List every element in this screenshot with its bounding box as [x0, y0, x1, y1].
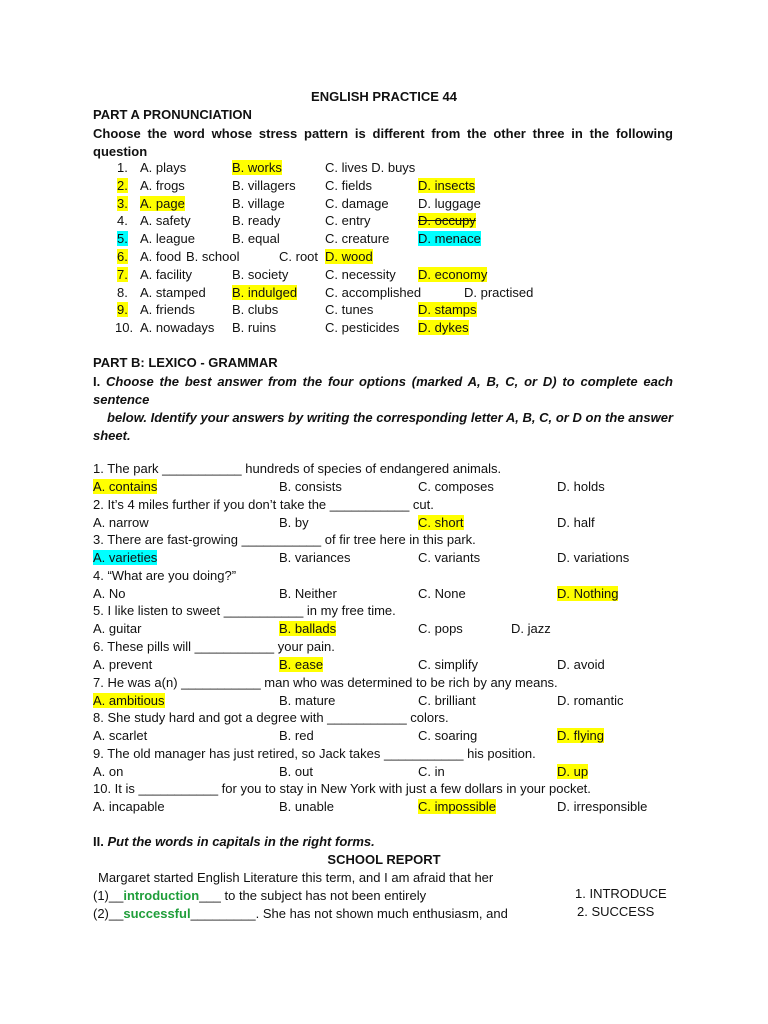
option-b: B. consists — [279, 479, 342, 494]
option-d: D. irresponsible — [557, 799, 648, 815]
option-c: C. variants — [418, 550, 481, 566]
option-d: D. menace — [418, 231, 481, 247]
option-a: A. page — [140, 195, 185, 211]
report-title: SCHOOL REPORT — [327, 852, 441, 867]
option-b: B. red — [279, 728, 314, 744]
answer-options — [0, 515, 768, 533]
answer-options — [0, 728, 768, 746]
answer-options — [0, 479, 768, 497]
answer-options — [0, 657, 768, 675]
option-c: C. soaring — [418, 728, 478, 744]
answer-options — [0, 764, 768, 782]
question-text: 6. These pills will ___________ your pain. — [93, 639, 335, 654]
option-c: C. pesticides — [325, 320, 400, 336]
question-text: 9. The old manager has just retired, so Jack takes ___________ his position. — [93, 745, 536, 761]
section-2-instruction-text: Put the words in capitals in the right forms. — [107, 834, 375, 849]
side-word-1: 1. INTRODUCE — [575, 886, 667, 901]
option-a: A. scarlet — [93, 728, 148, 744]
option-b: B. equal — [232, 231, 280, 247]
item-number: 7. — [117, 266, 128, 282]
option-d: D. insects — [418, 177, 476, 193]
option-b: B. Neither — [279, 585, 337, 601]
option-b: B. society — [232, 266, 289, 282]
item-number: 10. — [115, 320, 134, 336]
option-c: C. composes — [418, 479, 494, 494]
option-a: A. contains — [93, 479, 158, 494]
part-b-heading: PART B: LEXICO - GRAMMAR — [93, 355, 278, 370]
option-a: A. ambitious — [93, 692, 165, 708]
option-b: B. works — [232, 160, 282, 175]
question-text: 5. I like listen to sweet ___________ in my free time. — [93, 603, 396, 619]
pronunciation-item — [0, 160, 768, 178]
option-d: D. variations — [557, 550, 630, 566]
answer-2: successful — [123, 906, 191, 921]
option-c: C. in — [418, 763, 445, 779]
option-d: D. occupy — [418, 213, 476, 229]
pronunciation-item — [0, 196, 768, 214]
option-b: B. out — [279, 763, 313, 779]
pronunciation-item — [0, 231, 768, 249]
section-2-number: II. — [93, 834, 104, 849]
item-number: 9. — [117, 302, 128, 318]
option-d: D. avoid — [557, 657, 605, 672]
option-c: C. None — [418, 585, 466, 601]
question-text: 10. It is ___________ for you to stay in New York with just a few dollars in your pocket. — [93, 781, 591, 797]
option-b: B. ballads — [279, 621, 337, 637]
item-number: 6. — [117, 249, 128, 264]
option-d: D. practised — [464, 284, 534, 300]
option-a: A. stamped — [140, 284, 206, 300]
option-b: B. ready — [232, 213, 281, 229]
option-b: B. by — [279, 514, 309, 530]
option-d: D. half — [557, 514, 595, 530]
option-a: A. on — [93, 763, 124, 779]
report-line-1: Margaret started English Literature this term, and I am afraid that her — [98, 870, 494, 885]
option-b: B. variances — [279, 550, 351, 566]
option-a: A. plays — [140, 160, 187, 175]
item-number: 5. — [117, 231, 128, 247]
option-a: A. safety — [140, 213, 191, 229]
option-c: C. creature — [325, 231, 390, 247]
section-1-instruction-line2: below. Identify your answers by writing the corresponding letter A, B, C, or D on the answer sheet. — [93, 410, 673, 443]
option-c: C. brilliant — [418, 692, 476, 708]
option-c: C. tunes — [325, 302, 374, 318]
option-d: D. economy — [418, 266, 488, 282]
item-number: 4. — [117, 213, 128, 229]
question-text: 1. The park ___________ hundreds of species of endangered animals. — [93, 461, 502, 476]
option-a: A. nowadays — [140, 320, 215, 336]
option-c: C. lives D. buys — [325, 160, 416, 175]
pronunciation-item — [0, 302, 768, 320]
option-b: B. ease — [279, 657, 324, 672]
option-a: A. food — [140, 249, 182, 264]
answer-options — [0, 621, 768, 639]
blank-2-prefix: (2)__ — [93, 906, 124, 921]
item-number: 3. — [117, 195, 128, 211]
option-c: C. damage — [325, 195, 389, 211]
option-a: A. incapable — [93, 799, 165, 815]
option-d: D. luggage — [418, 195, 481, 211]
option-d: D. romantic — [557, 692, 624, 708]
option-c: C. simplify — [418, 657, 478, 672]
part-a-instruction: Choose the word whose stress pattern is different from the other three in the following question — [93, 126, 673, 159]
option-d: D. jazz — [511, 621, 551, 637]
option-b: B. village — [232, 195, 285, 211]
option-a: A. league — [140, 231, 195, 247]
report-line-2 — [93, 888, 426, 903]
item-number: 2. — [117, 177, 128, 193]
section-1-number: I. — [93, 374, 101, 389]
section-1-instruction-line1: Choose the best answer from the four options (marked A, B, C, or D) to complete each sentence — [93, 374, 673, 407]
part-a-heading: PART A PRONUNCIATION — [93, 107, 252, 122]
option-d: D. flying — [557, 728, 604, 744]
option-c: C. fields — [325, 177, 372, 193]
option-d: D. holds — [557, 479, 605, 494]
option-c: C. short — [418, 514, 464, 530]
option-d: D. wood — [325, 249, 373, 264]
option-a: A. narrow — [93, 514, 149, 530]
report-line-2-rest: ___ to the subject has not been entirely — [199, 888, 427, 903]
answer-1: introduction — [123, 888, 200, 903]
item-number: 1. — [117, 160, 128, 175]
option-d: D. Nothing — [557, 585, 619, 601]
option-c: C. necessity — [325, 266, 396, 282]
report-line-3 — [93, 906, 508, 921]
page-title: ENGLISH PRACTICE 44 — [311, 89, 457, 104]
pronunciation-item — [0, 213, 768, 231]
option-a: A. varieties — [93, 550, 158, 566]
pronunciation-item — [0, 249, 768, 267]
option-d: D. stamps — [418, 302, 477, 318]
option-a: A. facility — [140, 266, 193, 282]
section-2-instruction — [93, 834, 375, 849]
question-text: 7. He was a(n) ___________ man who was determined to be rich by any means. — [93, 674, 558, 690]
pronunciation-item — [0, 320, 768, 338]
option-c: C. accomplished — [325, 284, 422, 300]
answer-options — [0, 799, 768, 817]
option-c: C. entry — [325, 213, 371, 229]
option-c: C. impossible — [418, 799, 497, 815]
option-b: B. mature — [279, 692, 336, 708]
option-b: B. clubs — [232, 302, 279, 318]
option-a: A. guitar — [93, 621, 142, 637]
option-b: B. villagers — [232, 177, 296, 193]
option-b: B. ruins — [232, 320, 277, 336]
answer-options — [0, 693, 768, 711]
answer-options — [0, 550, 768, 568]
question-text: 8. She study hard and got a degree with ___________ colors. — [93, 710, 449, 726]
question-text: 4. “What are you doing?” — [93, 567, 237, 583]
option-b: B. indulged — [232, 284, 298, 300]
option-a: A. prevent — [93, 657, 153, 672]
question-text: 3. There are fast-growing ___________ of fir tree here in this park. — [93, 532, 476, 548]
section-1-instruction — [93, 373, 673, 409]
option-a: A. frogs — [140, 177, 185, 193]
option-d: D. dykes — [418, 320, 469, 336]
option-c: C. root — [279, 249, 319, 264]
option-c: C. pops — [418, 621, 463, 637]
blank-1-prefix: (1)__ — [93, 888, 124, 903]
pronunciation-item — [0, 285, 768, 303]
pronunciation-item — [0, 267, 768, 285]
report-line-3-rest: _________. She has not shown much enthusiasm, and — [190, 906, 508, 921]
side-word-2: 2. SUCCESS — [577, 904, 655, 919]
option-a: A. friends — [140, 302, 195, 318]
option-b: B. school — [186, 249, 240, 264]
option-d: D. up — [557, 763, 589, 779]
pronunciation-item — [0, 178, 768, 196]
item-number: 8. — [117, 284, 128, 300]
answer-options — [0, 586, 768, 604]
option-b: B. unable — [279, 799, 334, 815]
option-a: A. No — [93, 585, 126, 601]
question-text: 2. It’s 4 miles further if you don’t take the ___________ cut. — [93, 496, 434, 512]
